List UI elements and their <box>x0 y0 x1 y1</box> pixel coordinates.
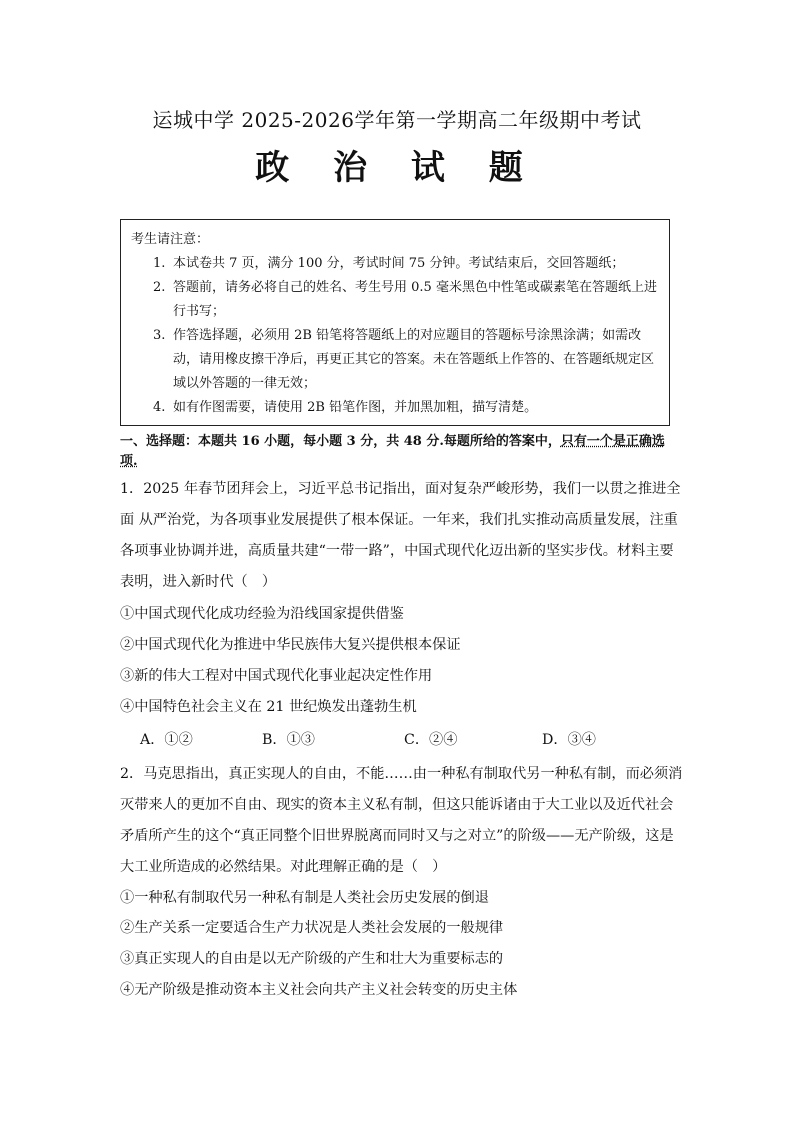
notice-box <box>120 219 670 426</box>
question-2-option: ①一种私有制取代另一种私有制是人类社会历史发展的倒退 <box>120 890 489 906</box>
notice-item-text: 本试卷共 7 页，满分 100 分，考试时间 75 分钟。考试结束后，交回答题纸； <box>173 256 625 271</box>
question-1-stem: 1．2025 年春节团拜会上，习近平总书记指出，面对复杂严峻形势，我们一以贯之推进全面 从严治党，为各项事业发展提供了根本保证。一年来，我们扎实推动高质量发展，注重各项事业协调并进，高质量共建“一带一路”，中国式现代化迈出新的坚实步伐。材料主要表明，进入新时代（ ） <box>120 481 681 590</box>
notice-item-number: 4. <box>153 400 166 415</box>
exam-subtitle: 运城中学 2025-2026学年第一学期高二年级期中考试 <box>152 108 642 132</box>
choice-a: A．①② <box>140 732 193 748</box>
notice-item-text: 如有作图需要，请使用 2B 铅笔作图，并加黑加粗，描写清楚。 <box>173 400 538 415</box>
question-2-option: ②生产关系一定要适合生产力状况是人类社会发展的一般规律 <box>120 920 504 936</box>
question-1-option: ②中国式现代化为推进中华民族伟大复兴提供根本保证 <box>120 637 461 653</box>
notice-item-number: 2. <box>153 280 166 295</box>
question-2-stem: 2．马克思指出，真正实现人的自由，不能……由一种私有制取代另一种私有制，而必须消灭带来人的更加不自由、现实的资本主义私有制，但这只能诉诸由于大工业以及近代社会矛盾所产生的这个“真正同整个旧世界脱离而同时又与之对立”的阶级——无产阶级，这是大工业所造成的必然结果。对此理解正确的是（ ） <box>120 766 683 875</box>
notice-item-text: 答题前，请务必将自己的姓名、考生号用 0.5 毫米黑色中性笔或碳素笔在答题纸上进行书写； <box>173 280 657 319</box>
question-1-option: ④中国特色社会主义在 21 世纪焕发出蓬勃生机 <box>120 699 417 715</box>
exam-title: 政 治 试 题 <box>255 148 539 188</box>
section-emphasis: 只有一个是正确选项. <box>120 434 665 469</box>
question-2-option: ④无产阶级是推动资本主义社会向共产主义社会转变的历史主体 <box>120 982 518 998</box>
choice-b: B．①③ <box>262 732 315 748</box>
notice-item <box>131 276 659 324</box>
question-1-option: ③新的伟大工程对中国式现代化事业起决定性作用 <box>120 668 433 684</box>
question-2-option: ③真正实现人的自由是以无产阶级的产生和壮大为重要标志的 <box>120 951 504 967</box>
question-1-choices <box>140 730 680 750</box>
notice-item <box>131 252 659 276</box>
choice-c: C．②④ <box>404 732 458 748</box>
notice-item-number: 1. <box>153 256 166 271</box>
notice-item-text: 作答选择题，必须用 2B 铅笔将答题纸上的对应题目的答题标号涂黑涂满；如需改动，请用橡皮擦干净后，再更正其它的答案。未在答题纸上作答的、在答题纸规定区域以外答题的一律无效； <box>173 328 655 391</box>
notice-heading: 考生请注意： <box>131 232 210 247</box>
section-heading <box>120 432 676 472</box>
notice-item <box>131 324 659 396</box>
choice-d: D．③④ <box>542 732 596 748</box>
notice-list <box>131 252 659 420</box>
question-1-option: ①中国式现代化成功经验为沿线国家提供借鉴 <box>120 606 404 622</box>
section-intro: 一、选择题：本题共 16 小题，每小题 3 分，共 48 分.每题所给的答案中， <box>120 434 561 449</box>
notice-item-number: 3. <box>153 328 166 343</box>
notice-item <box>131 396 659 420</box>
